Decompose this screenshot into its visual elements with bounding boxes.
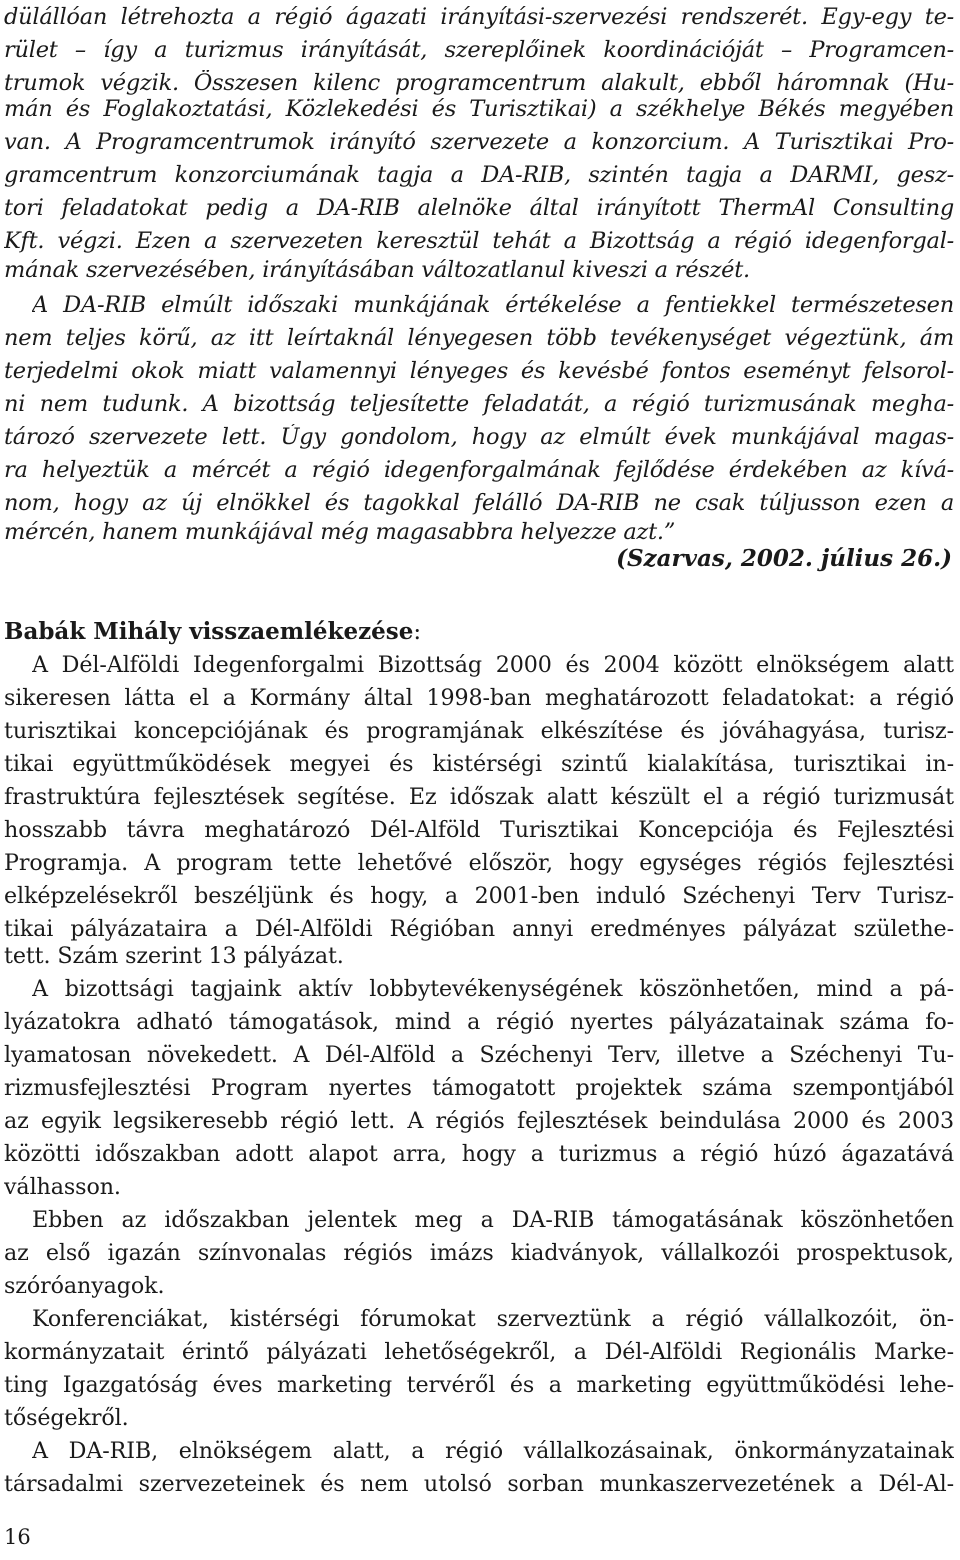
body-line: lyázatokra adható támogatások, mind a régió nyertes pályázatainak száma fo- xyxy=(4,1009,954,1035)
body-line: tett. Szám szerint 13 pályázat. xyxy=(4,943,344,969)
quote-line: nem teljes körű, az itt leírtaknál lényegesen több tevékenységet végeztünk, ám xyxy=(4,325,954,351)
body-line: hosszabb távra meghatározó Dél-Alföld Turisztikai Koncepciója és Fejlesztési xyxy=(4,817,954,843)
quote-line: ni nem tudunk. A bizottság teljesítette feladatát, a régió turizmusának megha- xyxy=(4,391,954,417)
body-line: szóróanyagok. xyxy=(4,1273,165,1299)
body-line: Programja. A program tette lehetővé először, hogy egységes régiós fejlesztési xyxy=(4,850,954,876)
quote-line: terjedelmi okok miatt valamennyi lényeges és kevésbé fontos eseményt felsorol- xyxy=(4,358,954,384)
body-line: elképzelésekről beszéljünk és hogy, a 2001-ben induló Széchenyi Terv Turisz- xyxy=(4,883,954,909)
body-line: tikai együttműködések megyei és kistérségi szintű kialakítása, turisztikai in- xyxy=(4,751,954,777)
body-line: sikeresen látta el a Kormány által 1998-ban meghatározott feladatokat: a régió xyxy=(4,685,954,711)
quote-line: gramcentrum konzorciumának tagja a DA-RIB, szintén tagja a DARMI, gesz- xyxy=(4,162,954,188)
quote-line: ra helyeztük a mércét a régió idegenforgalmának fejlődése érdekében az kívá- xyxy=(4,457,954,483)
body-line: Ebben az időszakban jelentek meg a DA-RIB támogatásának köszönhetően xyxy=(32,1207,954,1233)
body-line: ting Igazgatóság éves marketing tervéről és a marketing együttműködési lehe- xyxy=(4,1372,954,1398)
body-line: lyamatosan növekedett. A Dél-Alföld a Széchenyi Terv, illetve a Széchenyi Tu- xyxy=(4,1042,954,1068)
quote-line: van. A Programcentrumok irányító szervezete a konzorcium. A Turisztikai Pro- xyxy=(4,129,954,155)
body-line: kormányzatait érintő pályázati lehetőségekről, a Dél-Alföldi Regionális Marke- xyxy=(4,1339,954,1365)
body-line: az első igazán színvonalas régiós imázs kiadványok, vállalkozói prospektusok, xyxy=(4,1240,954,1266)
quote-signature: (Szarvas, 2002. július 26.) xyxy=(616,545,952,572)
quote-line: Kft. végzi. Ezen a szervezeten keresztül tehát a Bizottság a régió idegenforgal- xyxy=(4,228,954,254)
page-number: 16 xyxy=(4,1525,31,1549)
quote-line: trumok végzik. Összesen kilenc programcentrum alakult, ebből háromnak (Hu- xyxy=(4,70,954,96)
quote-line: mércén, hanem munkájával még magasabbra helyezze azt.” xyxy=(4,519,676,545)
body-line: az egyik legsikeresebb régió lett. A régiós fejlesztések beindulása 2000 és 2003 xyxy=(4,1108,954,1134)
body-line: tőségekről. xyxy=(4,1405,129,1431)
quote-line: nom, hogy az új elnökkel és tagokkal felálló DA-RIB ne csak túljusson ezen a xyxy=(4,490,954,516)
section-heading xyxy=(4,618,421,645)
body-line: válhasson. xyxy=(4,1174,121,1200)
body-line: tikai pályázataira a Dél-Alföldi Régióban annyi eredményes pályázat születhe- xyxy=(4,916,954,942)
body-line: A Dél-Alföldi Idegenforgalmi Bizottság 2000 és 2004 között elnökségem alatt xyxy=(32,652,954,678)
body-line: társadalmi szervezeteinek és nem utolsó sorban munkaszervezetének a Dél-Al- xyxy=(4,1471,954,1497)
body-line: Konferenciákat, kistérségi fórumokat szerveztünk a régió vállalkozóit, ön- xyxy=(32,1306,954,1332)
body-line: frastruktúra fejlesztések segítése. Ez időszak alatt készült el a régió turizmusát xyxy=(4,784,954,810)
quote-line: A DA-RIB elmúlt időszaki munkájának értékelése a fentiekkel természetesen xyxy=(32,292,954,318)
quote-line: rület – így a turizmus irányítását, szereplőinek koordinációját – Programcen- xyxy=(4,37,954,63)
quote-line: mán és Foglakoztatási, Közlekedési és Turisztikai) a székhelye Békés megyében xyxy=(4,96,954,122)
body-line: közötti időszakban adott alapot arra, hogy a turizmus a régió húzó ágazatává xyxy=(4,1141,954,1167)
quote-line: tori feladatokat pedig a DA-RIB alelnöke által irányított ThermAl Consulting xyxy=(4,195,954,221)
quote-line: dülállóan létrehozta a régió ágazati irányítási-szervezési rendszerét. Egy-egy te- xyxy=(4,4,954,30)
quote-line: mának szervezésében, irányításában változatlanul kiveszi a részét. xyxy=(4,257,750,283)
body-line: turisztikai koncepciójának és programjának elkészítése és jóváhagyása, turisz- xyxy=(4,718,954,744)
quote-line: tározó szervezete lett. Úgy gondolom, hogy az elmúlt évek munkájával magas- xyxy=(4,424,954,450)
body-line: rizmusfejlesztési Program nyertes támogatott projektek száma szempontjából xyxy=(4,1075,954,1101)
section-heading-name: Babák Mihály visszaemlékezése xyxy=(4,618,414,645)
body-line: A bizottsági tagjaink aktív lobbytevékenységének köszönhetően, mind a pá- xyxy=(32,976,954,1002)
section-heading-colon: : xyxy=(413,619,422,645)
body-line: A DA-RIB, elnökségem alatt, a régió vállalkozásainak, önkormányzatainak xyxy=(32,1438,954,1464)
